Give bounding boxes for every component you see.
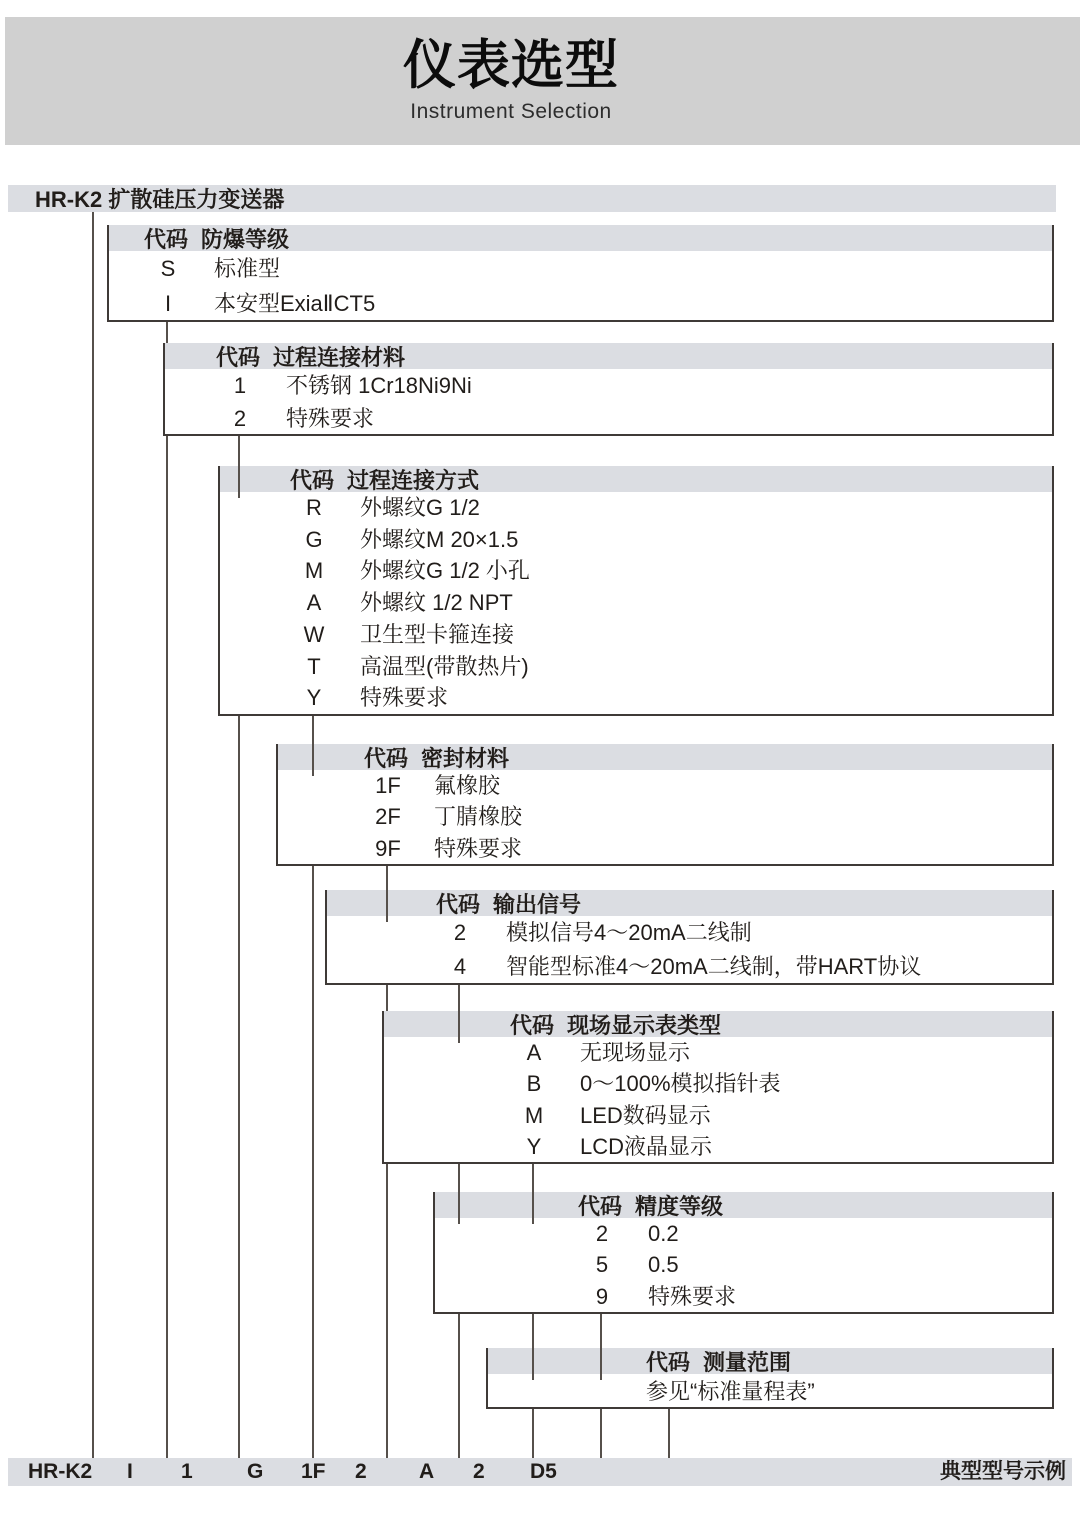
- option-desc: 外螺纹 1/2 NPT: [360, 590, 513, 616]
- section-name: 输出信号: [493, 891, 582, 917]
- section-header-process-connection-type: [220, 466, 1052, 492]
- model-code: I: [127, 1460, 133, 1483]
- section-header-accuracy-grade: [435, 1192, 1052, 1218]
- model-code: HR-K2: [28, 1460, 93, 1483]
- section-name: 现场显示表类型: [567, 1012, 722, 1038]
- option-code: R: [306, 495, 322, 520]
- option-row: [384, 1131, 1052, 1162]
- model-code: 1F: [301, 1460, 326, 1483]
- section-box-process-connection-type: [218, 466, 1054, 716]
- connector-stem-over-header: [532, 1192, 534, 1224]
- section-header-explosion-proof-grade: [109, 225, 1052, 251]
- option-desc: 模拟信号4～20mA二线制: [506, 920, 752, 945]
- connector-stem-over-header: [458, 1011, 460, 1043]
- model-code: 2: [473, 1460, 485, 1483]
- option-desc: 外螺纹G 1/2: [360, 495, 480, 520]
- option-desc: 不锈钢 1Cr18Ni9Ni: [286, 373, 472, 398]
- section-header-output-signal: [327, 890, 1052, 916]
- option-desc: 特殊要求: [434, 835, 523, 861]
- model-code: D5: [530, 1460, 557, 1483]
- option-row: [384, 1037, 1052, 1068]
- option-row: [220, 682, 1052, 714]
- section-header-process-connection-material: [165, 343, 1052, 369]
- section-code-word: 代码: [144, 226, 189, 252]
- option-code: S: [160, 256, 176, 281]
- connector-stem-over-header: [238, 466, 240, 498]
- option-desc: 0～100%模拟指针表: [580, 1071, 781, 1097]
- page-title: 仪表选型: [403, 35, 619, 95]
- option-code: M: [304, 558, 324, 584]
- option-row: [435, 1281, 1052, 1312]
- section-header-sealing-material: [278, 744, 1052, 770]
- section-code-word: 代码: [436, 891, 481, 917]
- section-box-process-connection-material: [163, 343, 1054, 436]
- option-row: [278, 770, 1052, 801]
- section-box-sealing-material: [276, 744, 1054, 866]
- connector-stem: [166, 322, 168, 1458]
- option-code: Y: [526, 1133, 542, 1159]
- model-code: 2: [355, 1460, 367, 1483]
- section-box-display-type: [382, 1011, 1054, 1164]
- option-code: T: [307, 653, 321, 679]
- section-options-explosion-proof-grade: [109, 251, 1052, 320]
- page-header-band: [5, 17, 1080, 145]
- option-code: 1: [233, 373, 247, 398]
- option-code: 2: [595, 1221, 609, 1246]
- product-bar: [8, 185, 1056, 212]
- section-name: 过程连接方式: [347, 467, 480, 493]
- option-desc: 0.5: [648, 1252, 679, 1278]
- option-code: 9F: [375, 835, 401, 861]
- option-desc: 0.2: [648, 1221, 679, 1246]
- option-row: [220, 651, 1052, 683]
- option-row: [220, 492, 1052, 524]
- option-desc: LED数码显示: [580, 1102, 711, 1128]
- section-options-process-connection-type: [220, 492, 1052, 714]
- section-code-word: 代码: [578, 1193, 623, 1219]
- option-desc: 高温型(带散热片): [360, 653, 529, 679]
- section-options-measuring-range: [488, 1374, 1052, 1407]
- section-name: 测量范围: [703, 1349, 792, 1375]
- option-row: [278, 801, 1052, 832]
- section-box-measuring-range: [486, 1348, 1054, 1409]
- option-desc: 智能型标准4～20mA二线制，带HART协议: [506, 953, 922, 979]
- option-desc: 无现场显示: [580, 1040, 691, 1065]
- section-options-display-type: [384, 1037, 1052, 1162]
- option-code: G: [305, 526, 323, 552]
- section-code-word: 代码: [290, 467, 335, 493]
- option-desc: 特殊要求: [648, 1283, 737, 1309]
- section-name: 精度等级: [635, 1193, 724, 1219]
- option-desc: 参见“标准量程表”: [646, 1379, 815, 1404]
- option-row: [220, 587, 1052, 619]
- page-subtitle: Instrument Selection: [410, 100, 612, 124]
- section-box-accuracy-grade: [433, 1192, 1054, 1314]
- section-code-word: 代码: [646, 1349, 691, 1375]
- connector-stem-over-header: [458, 1192, 460, 1224]
- section-options-accuracy-grade: [435, 1218, 1052, 1312]
- option-code: 5: [595, 1252, 609, 1278]
- option-row: [327, 916, 1052, 950]
- connector-stem-over-header: [386, 890, 388, 922]
- option-code: 2F: [375, 804, 401, 830]
- section-code-word: 代码: [216, 344, 261, 370]
- section-options-process-connection-material: [165, 369, 1052, 434]
- option-desc: 标准型: [214, 256, 281, 281]
- model-code: 1: [181, 1460, 193, 1483]
- model-code: A: [419, 1460, 435, 1483]
- option-code: 2: [233, 405, 247, 431]
- option-row: [384, 1100, 1052, 1131]
- option-desc: 氟橡胶: [434, 773, 501, 798]
- section-header-display-type: [384, 1011, 1052, 1037]
- connector-stem-over-header: [312, 744, 314, 776]
- option-code: 1F: [375, 773, 401, 798]
- option-row: [165, 402, 1052, 435]
- option-row: [384, 1068, 1052, 1099]
- option-desc: 本安型ExiaⅡCT5: [214, 290, 376, 316]
- option-desc: 外螺纹M 20×1.5: [360, 526, 519, 552]
- option-row: [435, 1249, 1052, 1280]
- option-row: [327, 950, 1052, 984]
- connector-stem: [92, 212, 94, 1458]
- option-code: Y: [306, 685, 322, 711]
- option-code: 9: [595, 1283, 609, 1309]
- option-code: 4: [453, 953, 467, 979]
- connector-stem-over-header: [532, 1348, 534, 1380]
- connector-stem: [668, 1409, 670, 1458]
- option-code: A: [526, 1040, 542, 1065]
- option-desc: 特殊要求: [360, 685, 449, 711]
- section-name: 过程连接材料: [273, 344, 406, 370]
- section-box-output-signal: [325, 890, 1054, 985]
- option-desc: LCD液晶显示: [580, 1133, 713, 1159]
- section-name: 防爆等级: [201, 226, 290, 252]
- model-code: G: [247, 1460, 264, 1483]
- option-row: [165, 369, 1052, 402]
- option-row: [488, 1374, 1052, 1407]
- section-code-word: 代码: [364, 745, 409, 771]
- option-row: [220, 524, 1052, 556]
- product-label: HR-K2 扩散硅压力变送器: [35, 187, 285, 212]
- option-row: [278, 833, 1052, 864]
- option-row: [220, 619, 1052, 651]
- section-name: 密封材料: [421, 745, 510, 771]
- option-desc: 特殊要求: [286, 405, 375, 431]
- option-row: [109, 251, 1052, 286]
- model-example-bar: [8, 1458, 1072, 1486]
- option-row: [109, 286, 1052, 321]
- section-options-sealing-material: [278, 770, 1052, 864]
- section-box-explosion-proof-grade: [107, 225, 1054, 322]
- option-desc: 卫生型卡箍连接: [360, 621, 515, 647]
- option-desc: 外螺纹G 1/2 小孔: [360, 558, 530, 584]
- section-header-measuring-range: [488, 1348, 1052, 1374]
- option-code: W: [303, 621, 325, 647]
- connector-stem-over-header: [600, 1348, 602, 1380]
- section-options-output-signal: [327, 916, 1052, 983]
- option-row: [435, 1218, 1052, 1249]
- option-code: M: [524, 1102, 544, 1128]
- model-example-note: 典型型号示例: [940, 1460, 1066, 1483]
- option-code: I: [164, 290, 172, 316]
- option-desc: 丁腈橡胶: [434, 804, 523, 830]
- option-code: 2: [453, 920, 467, 945]
- option-code: B: [526, 1071, 542, 1097]
- section-code-word: 代码: [510, 1012, 555, 1038]
- option-row: [220, 555, 1052, 587]
- option-code: A: [306, 590, 322, 616]
